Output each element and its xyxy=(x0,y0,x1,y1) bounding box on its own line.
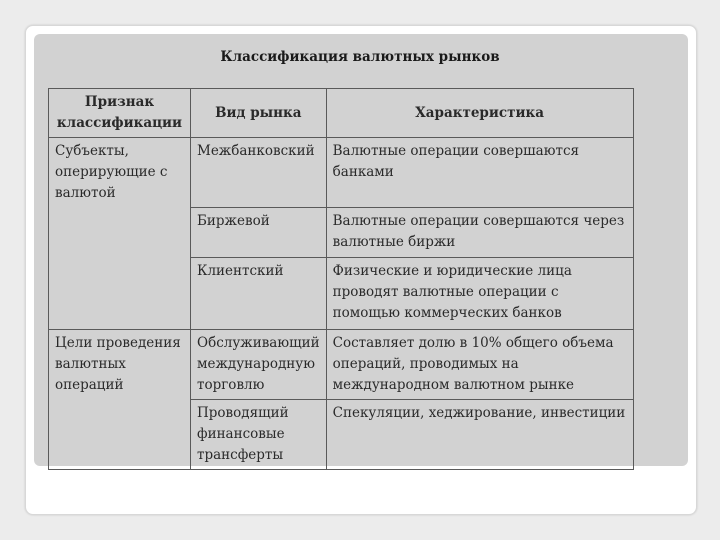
market-cell: Межбанковский xyxy=(191,138,327,208)
description-cell: Спекуляции, хеджирование, инвестиции xyxy=(326,399,633,469)
table-row xyxy=(49,399,634,469)
table-header-row xyxy=(49,89,634,138)
table-row xyxy=(49,207,634,257)
description-cell: Составляет долю в 10% общего объема операций, проводимых на международном валютном рынке xyxy=(326,329,633,399)
description-cell: Валютные операции совершаются банками xyxy=(326,138,633,208)
criterion-cell-continued xyxy=(49,207,191,257)
market-cell: Обслуживающий международную торговлю xyxy=(191,329,327,399)
description-cell: Физические и юридические лица проводят валютные операции с помощью коммерческих банков xyxy=(326,257,633,329)
market-cell: Проводящий финансовые трансферты xyxy=(191,399,327,469)
market-cell: Биржевой xyxy=(191,207,327,257)
table-row xyxy=(49,138,634,208)
table-row xyxy=(49,329,634,399)
table-row xyxy=(49,257,634,329)
description-cell: Валютные операции совершаются через валютные биржи xyxy=(326,207,633,257)
header-characteristic: Характеристика xyxy=(326,89,633,138)
criterion-cell-continued xyxy=(49,257,191,329)
criterion-cell: Субъекты, оперирующие с валютой xyxy=(49,138,191,208)
market-cell: Клиентский xyxy=(191,257,327,329)
header-criterion: Признак классификации xyxy=(49,89,191,138)
header-market-type: Вид рынка xyxy=(191,89,327,138)
classification-table xyxy=(48,88,634,470)
criterion-cell-continued xyxy=(49,399,191,469)
criterion-cell: Цели проведения валютных операций xyxy=(49,329,191,399)
document-title: Классификация валютных рынков xyxy=(220,49,500,65)
